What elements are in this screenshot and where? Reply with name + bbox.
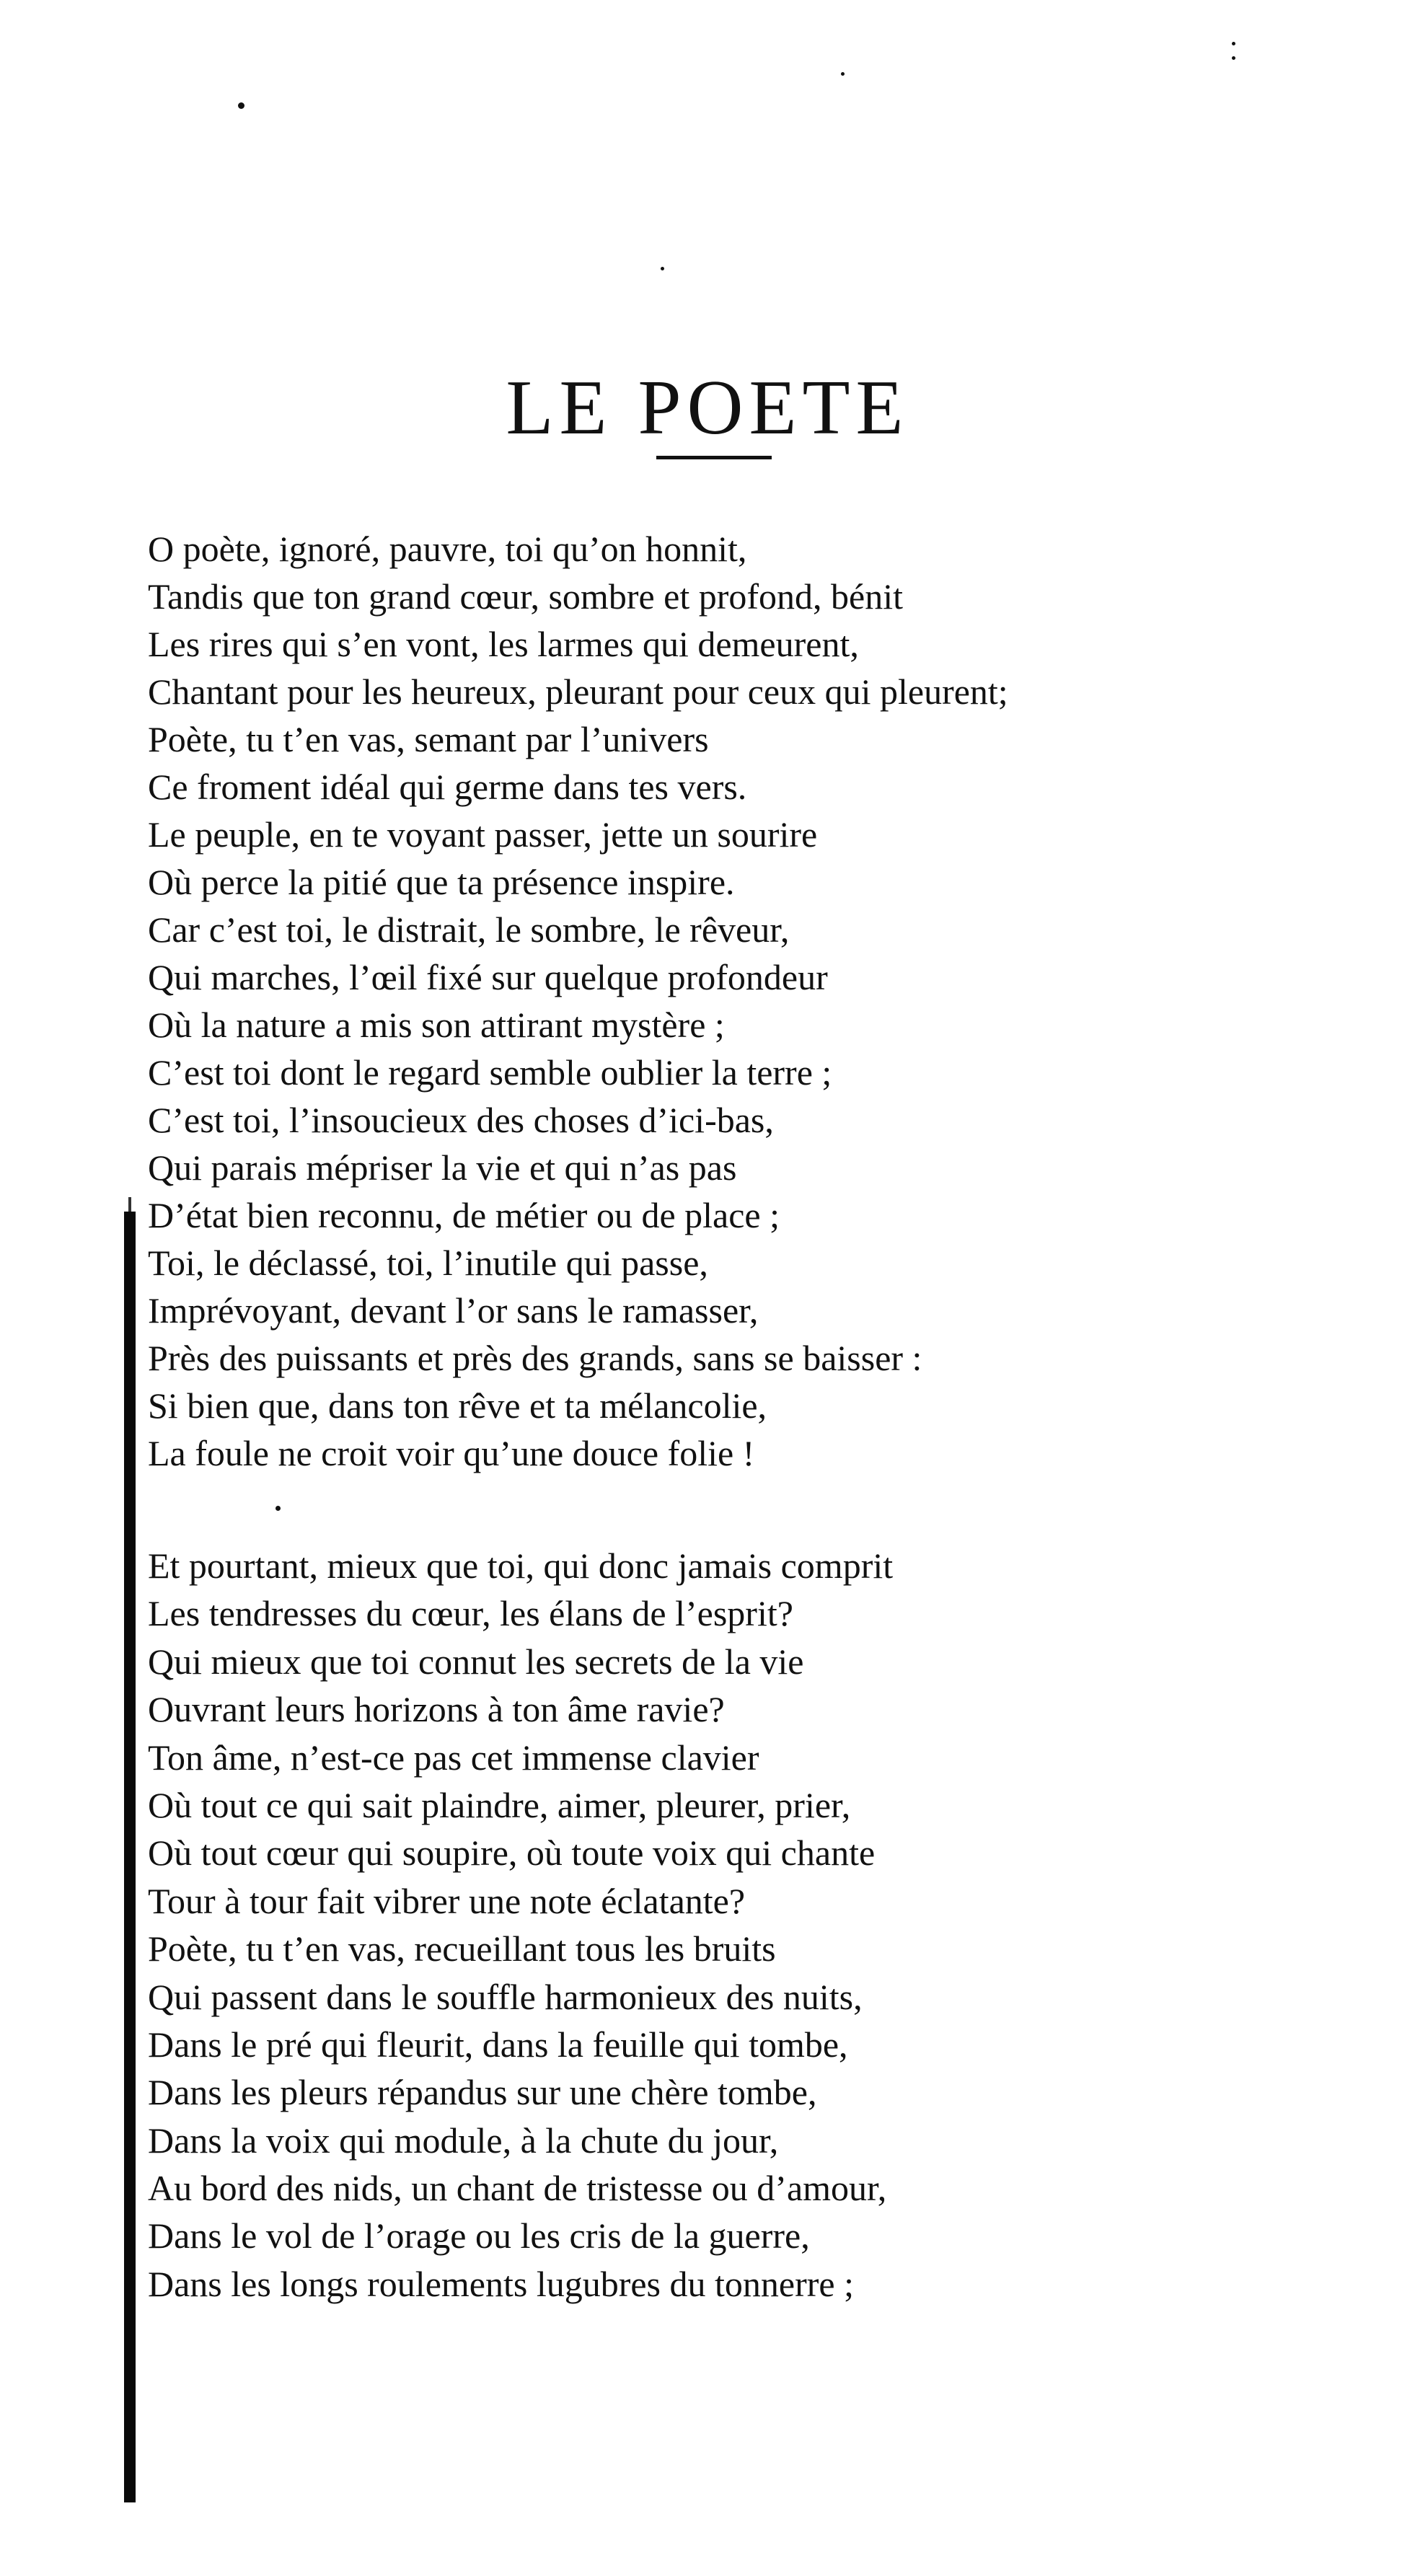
verse-line: Près des puissants et près des grands, sans se baisser : [148, 1338, 922, 1378]
verse-line: Où la nature a mis son attirant mystère ; [148, 1005, 725, 1045]
verse-line: Les rires qui s’en vont, les larmes qui demeurent, [148, 624, 859, 664]
verse-line: Dans le pré qui fleurit, dans la feuille qui tombe, [148, 2024, 848, 2065]
verse-line: Poète, tu t’en vas, semant par l’univers [148, 719, 709, 759]
verse-line: Dans le vol de l’orage ou les cris de la guerre, [148, 2215, 810, 2257]
verse-line: La foule ne croit voir qu’une douce folie ! [148, 1433, 755, 1473]
verse-line: D’état bien reconnu, de métier ou de place ; [148, 1195, 780, 1235]
verse-line: Si bien que, dans ton rêve et ta mélancolie, [148, 1385, 767, 1426]
ink-speck [1232, 42, 1235, 45]
ink-speck [1232, 56, 1235, 60]
verse-line: Qui mieux que toi connut les secrets de la vie [148, 1641, 804, 1682]
verse-line: Dans la voix qui module, à la chute du jour, [148, 2120, 779, 2161]
verse-line: Où tout ce qui sait plaindre, aimer, pleurer, prier, [148, 1784, 851, 1825]
verse-line: Qui passent dans le souffle harmonieux des nuits, [148, 1976, 863, 2017]
verse-line: Ce froment idéal qui germe dans tes vers. [148, 767, 747, 807]
stanza-1 [148, 525, 1008, 1477]
verse-line: Ton âme, n’est-ce pas cet immense clavier [148, 1737, 759, 1778]
verse-line: C’est toi dont le regard semble oublier la terre ; [148, 1052, 832, 1093]
verse-line: Car c’est toi, le distrait, le sombre, le rêveur, [148, 909, 790, 950]
title-rule [656, 456, 772, 459]
verse-line: Dans les pleurs répandus sur une chère tombe, [148, 2072, 817, 2113]
binding-edge-shadow [124, 1212, 136, 2502]
ink-speck [661, 267, 664, 270]
verse-line: Les tendresses du cœur, les élans de l’esprit? [148, 1593, 793, 1634]
verse-line: Où perce la pitié que ta présence inspire. [148, 862, 735, 902]
verse-line: Dans les longs roulements lugubres du tonnerre ; [148, 2263, 854, 2304]
verse-line: Qui marches, l’œil fixé sur quelque profondeur [148, 957, 828, 997]
verse-line: Imprévoyant, devant l’or sans le ramasser, [148, 1290, 759, 1331]
verse-line: Au bord des nids, un chant de tristesse ou d’amour, [148, 2168, 887, 2209]
verse-line: Chantant pour les heureux, pleurant pour ceux qui pleurent; [148, 671, 1008, 712]
verse-line: C’est toi, l’insoucieux des choses d’ici-bas, [148, 1100, 774, 1140]
ink-speck [275, 1506, 281, 1511]
verse-line: O poète, ignoré, pauvre, toi qu’on honnit, [148, 529, 747, 569]
stanza-2 [148, 1542, 893, 2308]
verse-line: Qui parais mépriser la vie et qui n’as pas [148, 1147, 737, 1188]
ink-speck [841, 72, 845, 76]
verse-line: Le peuple, en te voyant passer, jette un sourire [148, 814, 818, 855]
verse-line: Ouvrant leurs horizons à ton âme ravie? [148, 1689, 725, 1730]
verse-line: Poète, tu t’en vas, recueillant tous les bruits [148, 1928, 776, 1970]
verse-line: Où tout cœur qui soupire, où toute voix qui chante [148, 1832, 876, 1874]
verse-line: Tour à tour fait vibrer une note éclatante? [148, 1880, 746, 1921]
poem-title: LE POETE [506, 365, 909, 451]
verse-line: Et pourtant, mieux que toi, qui donc jamais comprit [148, 1545, 894, 1586]
verse-line: Tandis que ton grand cœur, sombre et profond, bénit [148, 576, 904, 617]
verse-line: Toi, le déclassé, toi, l’inutile qui passe, [148, 1243, 708, 1283]
ink-speck [238, 102, 244, 109]
